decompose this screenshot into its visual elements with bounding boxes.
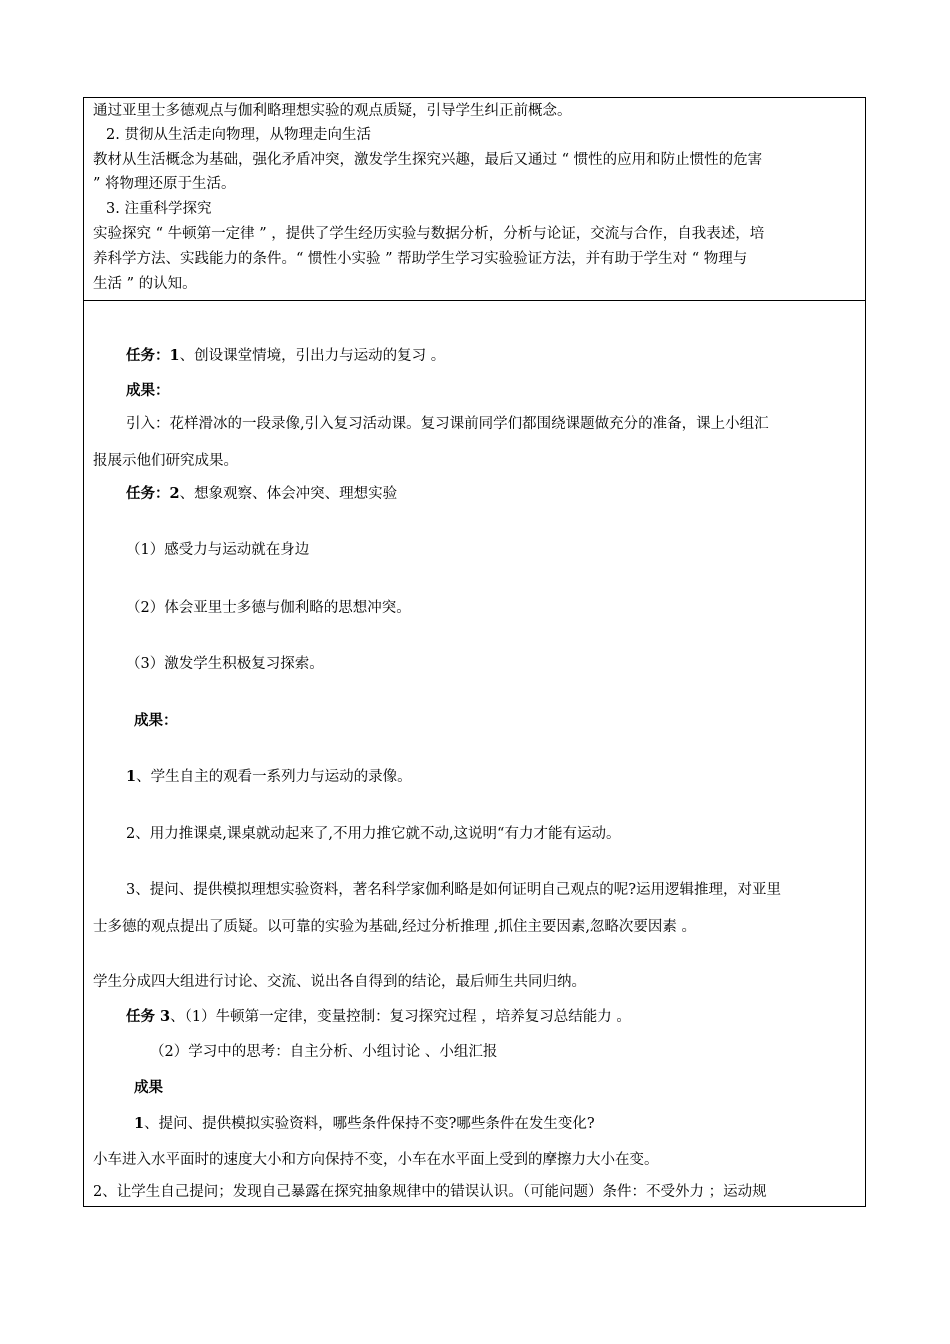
numbered-heading: 2. 贯彻从生活走向物理，从物理走向生活 (106, 127, 371, 143)
text-line: 学生分成四大组进行讨论、交流、说出各自得到的结论，最后师生共同归纳。 (93, 974, 586, 990)
task-1 (126, 347, 445, 365)
task-label: 任务：1 (126, 347, 180, 364)
text-line: 引入：花样滑冰的一段录像,引入复习活动课。复习课前同学们都围绕课题做充分的准备，课上小组汇 (126, 416, 769, 432)
task-3 (126, 1008, 631, 1026)
task-text: 、想象观察、体会冲突、理想实验 (179, 486, 398, 502)
text-line: 教材从生活概念为基础，强化矛盾冲突，激发学生探究兴趣，最后又通过 “ 惯性的应用和防止惯性的危害 (93, 152, 763, 168)
item-text: 、学生自主的观看一系列力与运动的录像。 (136, 769, 412, 785)
list-item (126, 768, 412, 786)
result-label: 成果： (134, 712, 178, 729)
task-label: 任务：2 (126, 485, 180, 502)
list-item: （2）体会亚里士多德与伽利略的思想冲突。 (126, 600, 411, 616)
content-table (83, 97, 866, 1207)
list-item: （3）激发学生积极复习探索。 (126, 656, 324, 672)
text-line: 报展示他们研究成果。 (93, 453, 238, 469)
task-label: 任务 3 (126, 1008, 171, 1025)
item-number: 1 (126, 768, 137, 785)
text-line: 2、让学生自己提问；发现自己暴露在探究抽象规律中的错误认识。（可能问题）条件：不受外力 ；运动规 (93, 1184, 767, 1200)
text-line: 小车进入水平面时的速度大小和方向保持不变，小车在水平面上受到的摩擦力大小在变。 (93, 1152, 659, 1168)
list-item: 3、提问、提供模拟理想实验资料，著名科学家伽利略是如何证明自己观点的呢?运用逻辑推理，对亚里 (126, 882, 781, 898)
list-item: 2、用力推课桌,课桌就动起来了,不用力推它就不动,这说明“有力才能有运动。 (126, 826, 621, 842)
task-text: 、（1）牛顿第一定律，变量控制：复习探究过程 ，培养复习总结能力 。 (170, 1009, 631, 1025)
text-line: 养科学方法、实践能力的条件。“ 惯性小实验 ” 帮助学生学习实验验证方法，并有助于学生对 “ 物理与 (93, 251, 748, 267)
list-item (134, 1115, 595, 1133)
text-line: 士多德的观点提出了质疑。以可靠的实验为基础,经过分析推理 ,抓住主要因素,忽略次要因素 。 (93, 919, 697, 935)
list-item: （2）学习中的思考：自主分析、小组讨论 、小组汇报 (150, 1044, 498, 1060)
text-line: ” 将物理还原于生活。 (93, 176, 236, 192)
task-2 (126, 485, 397, 503)
numbered-heading: 3. 注重科学探究 (106, 201, 212, 217)
text-line: 实验探究 “ 牛顿第一定律 ” ，提供了学生经历实验与数据分析，分析与论证，交流与合作，自我表述，培 (93, 226, 765, 242)
text-line: 通过亚里士多德观点与伽利略理想实验的观点质疑，引导学生纠正前概念。 (93, 103, 572, 119)
result-label: 成果： (126, 382, 170, 399)
item-text: 、提问、提供模拟实验资料，哪些条件保持不变?哪些条件在发生变化? (144, 1116, 595, 1132)
row-divider (84, 300, 865, 301)
result-label: 成果 (134, 1079, 163, 1096)
task-text: 、创设课堂情境，引出力与运动的复习 。 (179, 348, 446, 364)
text-line: 生活 ” 的认知。 (93, 276, 197, 292)
list-item: （1）感受力与运动就在身边 (126, 542, 310, 558)
item-number: 1 (134, 1115, 145, 1132)
